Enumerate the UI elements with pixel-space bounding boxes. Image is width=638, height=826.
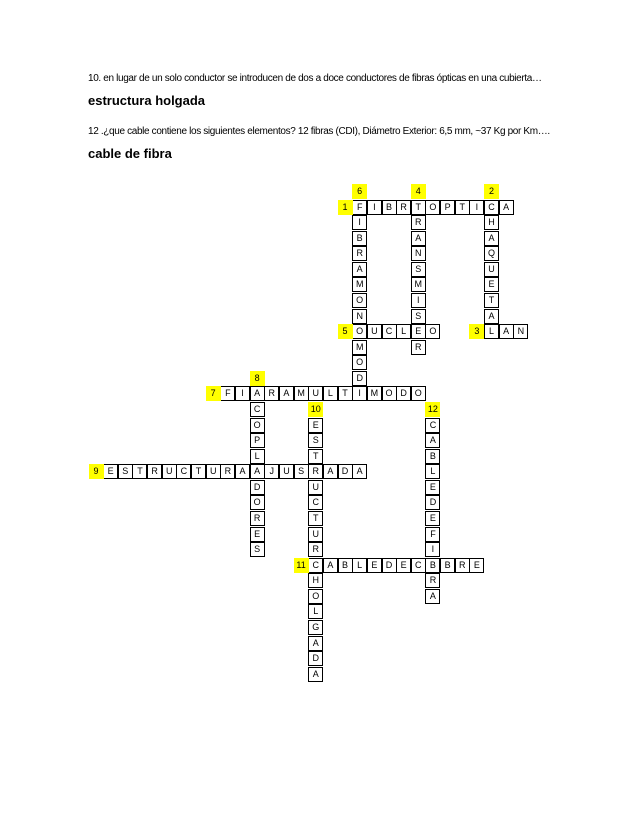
crossword-cell: R [425, 573, 440, 588]
crossword-cell: A [411, 231, 426, 246]
crossword-cell: O [425, 324, 440, 339]
clue-number-5: 5 [338, 324, 353, 339]
crossword-cell: L [250, 449, 265, 464]
crossword-cell: R [411, 340, 426, 355]
crossword-cell: R [264, 386, 279, 401]
crossword-cell: L [396, 324, 411, 339]
crossword-cell: P [440, 200, 455, 215]
crossword-cell: M [294, 386, 309, 401]
clue-10-text: 10. en lugar de un solo conductor se introducen de dos a doce conductores de fibras ópticas en una cubierta… [88, 73, 542, 84]
crossword-cell: G [308, 620, 323, 635]
crossword-cell: I [352, 215, 367, 230]
crossword-cell: R [220, 464, 235, 479]
crossword-cell: A [323, 558, 338, 573]
crossword-cell: D [396, 386, 411, 401]
clue-number-8: 8 [250, 371, 265, 386]
crossword-cell: T [308, 449, 323, 464]
clue-10-answer: estructura holgada [88, 93, 206, 108]
clue-number-10: 10 [308, 402, 323, 417]
crossword-cell: A [352, 262, 367, 277]
crossword-cell: M [352, 277, 367, 292]
crossword-cell: L [425, 464, 440, 479]
crossword-cell: N [411, 246, 426, 261]
crossword-cell: O [382, 386, 397, 401]
crossword-cell: L [484, 324, 499, 339]
crossword-cell: A [323, 464, 338, 479]
crossword-cell: O [308, 589, 323, 604]
crossword-cell: A [279, 386, 294, 401]
crossword-cell: T [484, 293, 499, 308]
crossword-cell: F [425, 527, 440, 542]
clue-number-12: 12 [425, 402, 440, 417]
clue-number-9: 9 [89, 464, 104, 479]
crossword-cell: Q [484, 246, 499, 261]
crossword-cell: D [425, 495, 440, 510]
crossword-cell: O [411, 386, 426, 401]
crossword-cell: R [147, 464, 162, 479]
crossword-cell: R [250, 511, 265, 526]
crossword-cell: T [338, 386, 353, 401]
crossword-cell: J [264, 464, 279, 479]
crossword-cell: L [323, 386, 338, 401]
crossword-cell: I [425, 542, 440, 557]
crossword-cell: C [411, 558, 426, 573]
crossword-cell: O [250, 418, 265, 433]
crossword-cell: E [308, 418, 323, 433]
clue-number-7: 7 [206, 386, 221, 401]
crossword-cell: C [308, 558, 323, 573]
crossword-cell: A [484, 231, 499, 246]
crossword-cell: T [455, 200, 470, 215]
crossword-cell: N [352, 309, 367, 324]
crossword-cell: M [352, 340, 367, 355]
crossword-cell: U [308, 386, 323, 401]
crossword-cell: C [484, 200, 499, 215]
crossword-cell: B [440, 558, 455, 573]
crossword-cell: U [367, 324, 382, 339]
crossword-cell: O [352, 293, 367, 308]
crossword-cell: R [396, 200, 411, 215]
crossword-cell: S [250, 542, 265, 557]
crossword-cell: E [469, 558, 484, 573]
crossword-cell: U [308, 480, 323, 495]
crossword-cell: L [308, 604, 323, 619]
crossword-cell: R [455, 558, 470, 573]
crossword-cell: O [352, 355, 367, 370]
crossword-cell: E [396, 558, 411, 573]
crossword-cell: E [484, 277, 499, 292]
crossword-cell: E [103, 464, 118, 479]
crossword-cell: D [382, 558, 397, 573]
clue-number-11: 11 [294, 558, 309, 573]
crossword-cell: E [425, 511, 440, 526]
crossword-cell: S [411, 309, 426, 324]
crossword-cell: D [352, 371, 367, 386]
crossword-cell: M [367, 386, 382, 401]
clue-number-4: 4 [411, 184, 426, 199]
crossword-cell: U [279, 464, 294, 479]
crossword-cell: I [411, 293, 426, 308]
crossword-cell: U [484, 262, 499, 277]
clue-number-2: 2 [484, 184, 499, 199]
crossword-cell: S [294, 464, 309, 479]
crossword-cell: B [352, 231, 367, 246]
crossword-cell: S [411, 262, 426, 277]
crossword-cell: S [308, 433, 323, 448]
crossword-cell: P [250, 433, 265, 448]
crossword-cell: C [308, 495, 323, 510]
clue-12-answer: cable de fibra [88, 146, 172, 161]
clue-number-3: 3 [469, 324, 484, 339]
crossword-cell: A [484, 309, 499, 324]
crossword-cell: F [352, 200, 367, 215]
crossword-cell: B [425, 449, 440, 464]
crossword-cell: R [308, 464, 323, 479]
crossword-cell: A [308, 636, 323, 651]
crossword-cell: R [308, 542, 323, 557]
crossword-cell: H [308, 573, 323, 588]
crossword-cell: C [382, 324, 397, 339]
crossword-cell: E [411, 324, 426, 339]
crossword-cell: A [235, 464, 250, 479]
crossword-cell: C [176, 464, 191, 479]
crossword-cell: E [367, 558, 382, 573]
crossword-cell: R [411, 215, 426, 230]
crossword-cell: A [425, 589, 440, 604]
crossword-cell: D [308, 651, 323, 666]
clue-number-6: 6 [352, 184, 367, 199]
crossword-cell: L [352, 558, 367, 573]
crossword-cell: N [513, 324, 528, 339]
crossword-cell: B [338, 558, 353, 573]
crossword-cell: T [308, 511, 323, 526]
crossword-cell: T [411, 200, 426, 215]
crossword-cell: T [132, 464, 147, 479]
crossword-cell: I [352, 386, 367, 401]
crossword-cell: T [191, 464, 206, 479]
crossword-cell: A [499, 324, 514, 339]
crossword-cell: C [250, 402, 265, 417]
crossword-cell: H [484, 215, 499, 230]
crossword-cell: M [411, 277, 426, 292]
crossword-cell: D [250, 480, 265, 495]
crossword-cell: E [250, 527, 265, 542]
crossword-cell: F [220, 386, 235, 401]
clue-number-1: 1 [338, 200, 353, 215]
crossword-cell: U [308, 527, 323, 542]
crossword-cell: I [367, 200, 382, 215]
crossword-cell: U [162, 464, 177, 479]
crossword-cell: I [469, 200, 484, 215]
crossword-cell: S [118, 464, 133, 479]
crossword-cell: O [425, 200, 440, 215]
crossword-cell: U [206, 464, 221, 479]
crossword-cell: E [425, 480, 440, 495]
crossword-cell: B [425, 558, 440, 573]
crossword-cell: A [308, 667, 323, 682]
crossword-cell: A [499, 200, 514, 215]
crossword-cell: A [352, 464, 367, 479]
crossword-cell: D [338, 464, 353, 479]
crossword-cell: I [235, 386, 250, 401]
crossword-cell: R [352, 246, 367, 261]
crossword-cell: A [250, 464, 265, 479]
clue-12-text: 12 .¿que cable contiene los siguientes elementos? 12 fibras (CDI), Diámetro Exterior: 6,5 mm, ~37 Kg por Km…. [88, 126, 550, 137]
crossword-cell: B [382, 200, 397, 215]
crossword-cell: O [250, 495, 265, 510]
crossword-cell: O [352, 324, 367, 339]
crossword-cell: C [425, 418, 440, 433]
crossword-cell: A [425, 433, 440, 448]
crossword-cell: A [250, 386, 265, 401]
